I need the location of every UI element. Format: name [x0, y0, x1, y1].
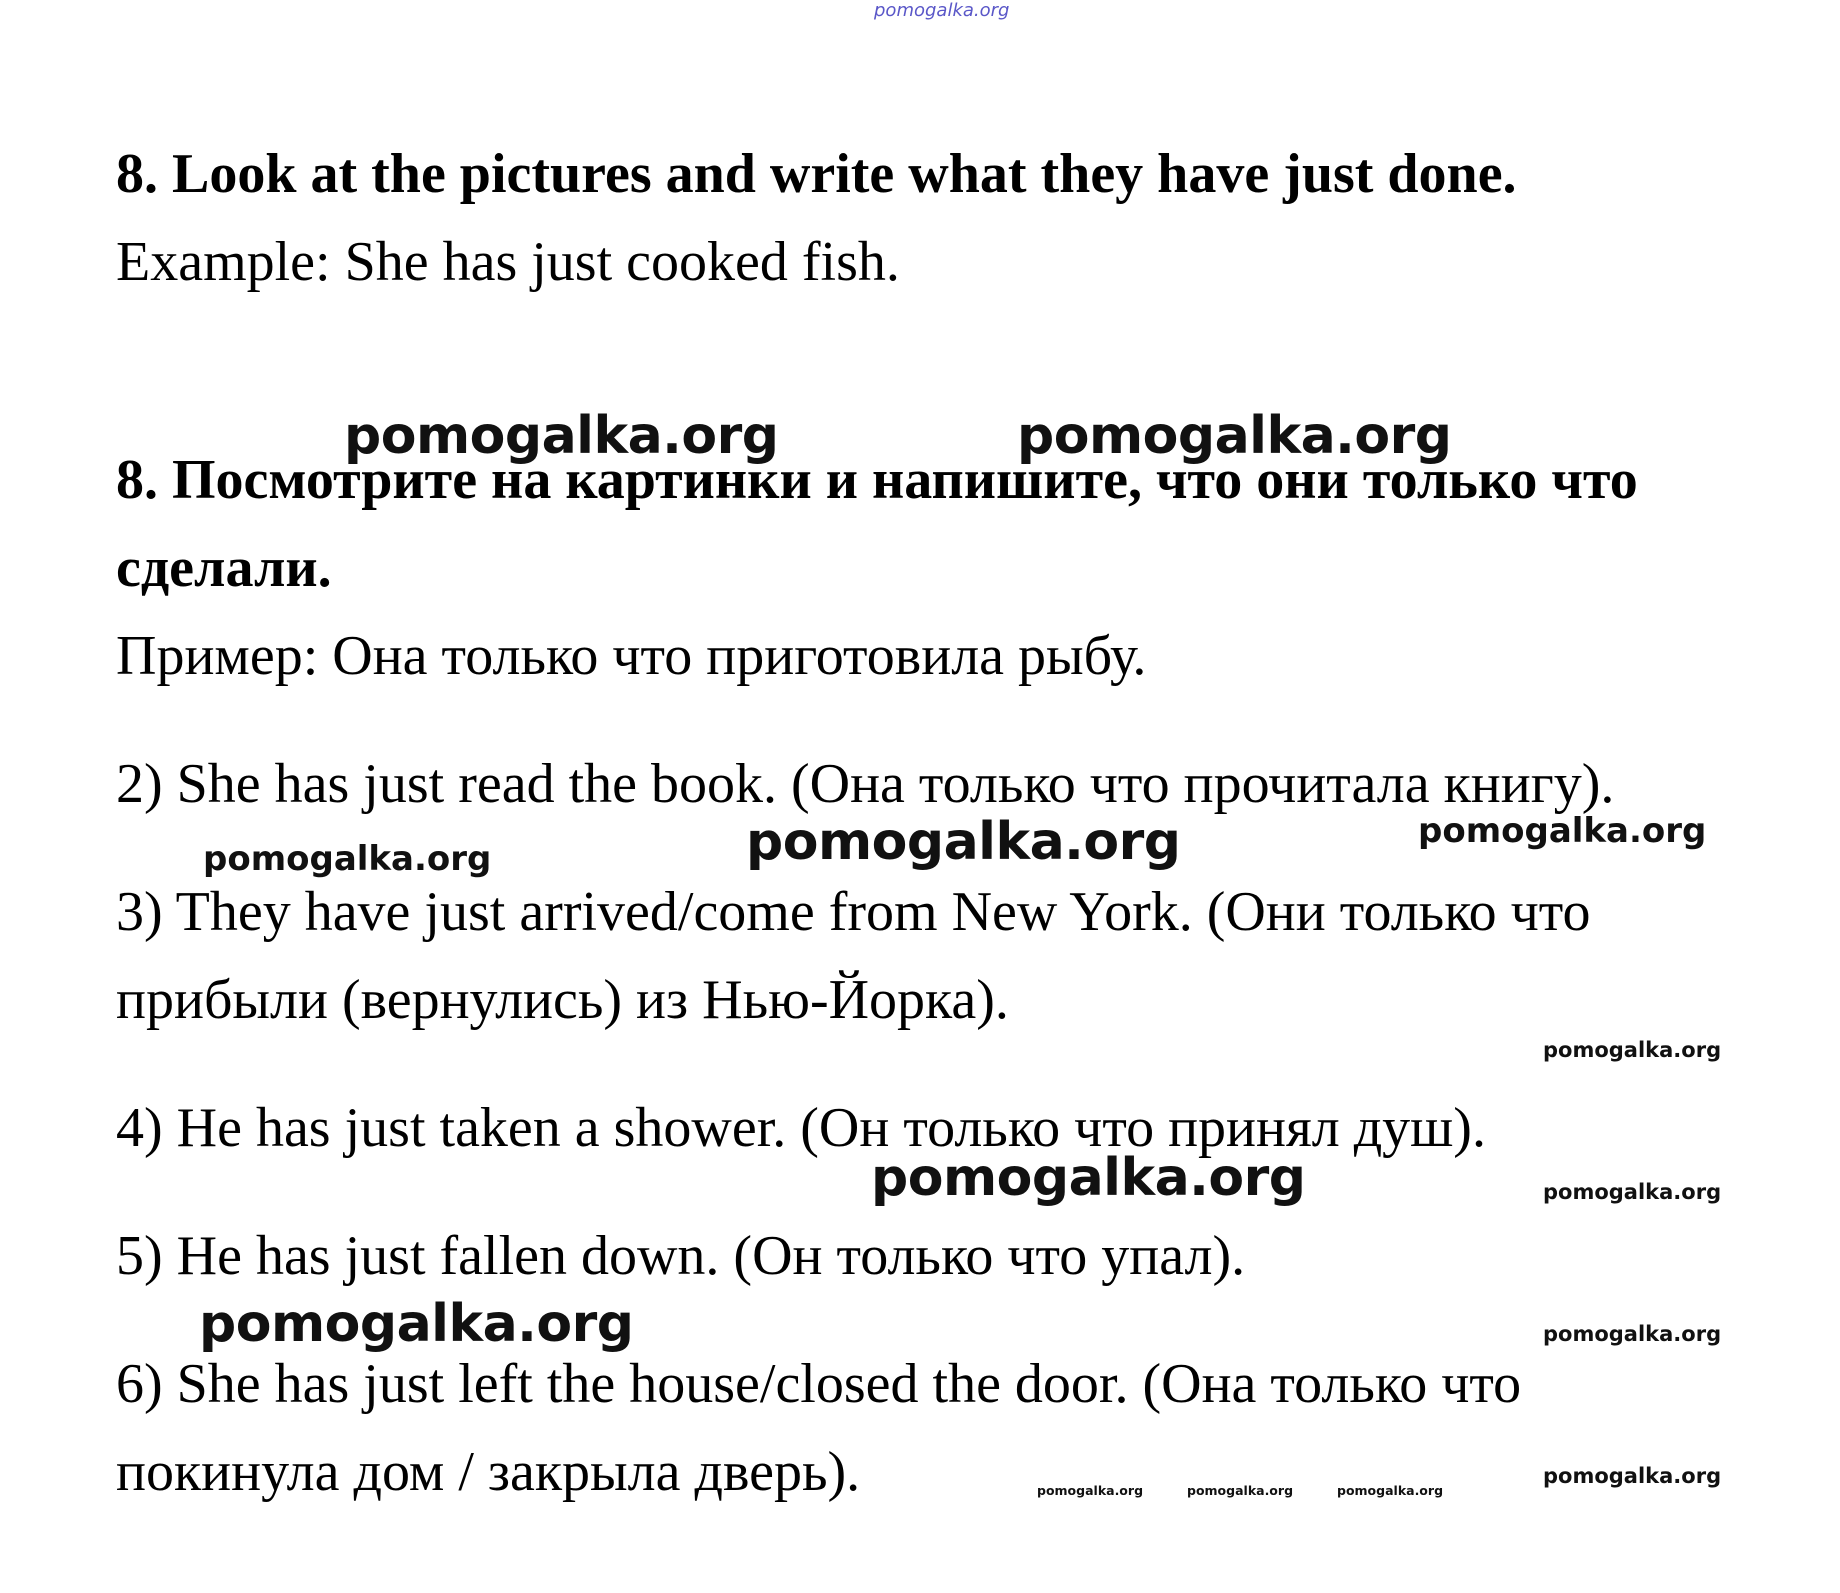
russian-task-heading-line2: сделали. — [116, 537, 332, 599]
watermark-small-2: pomogalka.org — [1543, 1180, 1722, 1204]
answer-4: 4) He has just taken a shower. (Он только что принял душ). — [116, 1097, 1486, 1159]
watermark-big-2: pomogalka.org — [1017, 406, 1452, 466]
watermark-small-4: pomogalka.org — [1543, 1464, 1722, 1488]
watermark-big-4: pomogalka.org — [871, 1148, 1306, 1208]
answer-6-line2: покинула дом / закрыла дверь). — [116, 1441, 861, 1503]
answer-6-line1: 6) She has just left the house/closed the door. (Она только что — [116, 1353, 1522, 1415]
watermark-big-1: pomogalka.org — [344, 406, 779, 466]
watermark-top: pomogalka.org — [874, 0, 1010, 21]
russian-task-heading-line1: 8. Посмотрите на картинки и напишите, что они только что — [116, 449, 1638, 511]
watermark-medium-1: pomogalka.org — [203, 839, 492, 879]
watermark-big-3: pomogalka.org — [746, 812, 1181, 872]
answer-3-line1: 3) They have just arrived/come from New York. (Они только что — [116, 881, 1591, 943]
watermark-medium-2: pomogalka.org — [1418, 811, 1707, 851]
watermark-small-3: pomogalka.org — [1543, 1322, 1722, 1346]
answer-3-line2: прибыли (вернулись) из Нью-Йорка). — [116, 969, 1009, 1031]
answer-2: 2) She has just read the book. (Она только что прочитала книгу). — [116, 753, 1615, 815]
watermark-tiny-1: pomogalka.org — [1037, 1483, 1144, 1498]
watermark-big-5: pomogalka.org — [199, 1294, 634, 1354]
watermark-tiny-3: pomogalka.org — [1337, 1483, 1444, 1498]
watermark-tiny-2: pomogalka.org — [1187, 1483, 1294, 1498]
english-task-example: Example: She has just cooked fish. — [116, 231, 900, 293]
english-task-heading: 8. Look at the pictures and write what they have just done. — [116, 143, 1517, 205]
watermark-small-1: pomogalka.org — [1543, 1038, 1722, 1062]
answer-5: 5) He has just fallen down. (Он только что упал). — [116, 1225, 1246, 1287]
russian-task-example: Пример: Она только что приготовила рыбу. — [116, 625, 1147, 687]
